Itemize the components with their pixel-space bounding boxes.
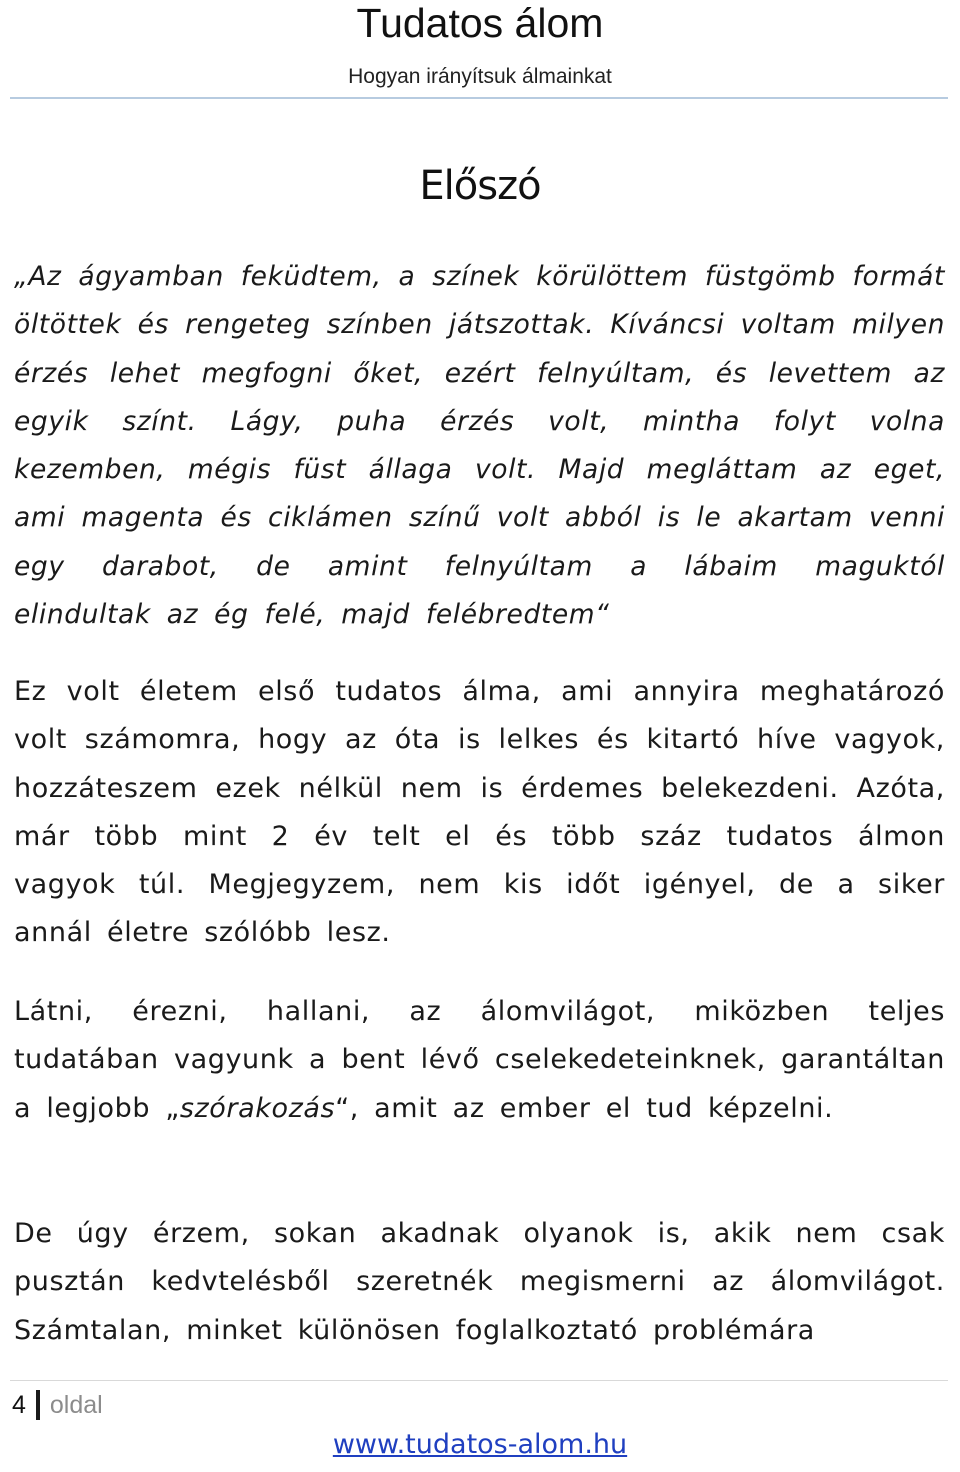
- book-title: Tudatos álom: [356, 0, 604, 46]
- paragraph-text-before: Látni, érezni, hallani, az álomvilágot, miközben teljes tudatában vagyunk a bent lévő cselekedeteinknek, garantáltan a legjobb „: [14, 996, 945, 1124]
- chapter-heading: Előszó: [419, 163, 541, 209]
- dream-quote-paragraph: „Az ágyamban feküdtem, a színek körülöttem füstgömb formát öltöttek és rengeteg színben játszottak. Kíváncsi voltam milyen érzés lehet megfogni őket, ezért felnyúltam, és levettem az egyik színt. Lágy, puha érzés volt, mintha folyt volna kezemben, mégis füst állaga volt. Majd megláttam az eget, ami magenta és ciklámen színű volt abból is le akartam venni egy darabot, de amint felnyúltam a lábaim maguktól elindultak az ég felé, majd felébredtem“: [14, 261, 945, 631]
- footer-divider: [10, 1380, 948, 1381]
- page-number-separator: [36, 1390, 40, 1420]
- body-paragraph-experience: [14, 988, 945, 1133]
- page-number-value: 4: [12, 1391, 26, 1419]
- book-subtitle: Hogyan irányítsuk álmainkat: [348, 65, 612, 88]
- emphasized-word: szórakozás: [179, 1092, 336, 1124]
- page-number: [12, 1388, 103, 1422]
- body-paragraph-first-dream: Ez volt életem első tudatos álma, ami annyira meghatározó volt számomra, hogy az óta is lelkes és kitartó híve vagyok, hozzáteszem ezek nélkül nem is érdemes belekezdeni. Azóta, már több mint 2 év telt el és több száz tudatos álmon vagyok túl. Megjegyzem, nem kis időt igényel, de a siker annál életre szólóbb lesz.: [14, 676, 945, 949]
- page-header: [0, 0, 960, 100]
- page-number-label: oldal: [49, 1391, 103, 1419]
- website-link[interactable]: www.tudatos-alom.hu: [332, 1429, 628, 1460]
- header-divider: [10, 97, 948, 99]
- paragraph-text-after: “, amit az ember el tud képzelni.: [335, 1092, 834, 1124]
- body-paragraph-motivation: De úgy érzem, sokan akadnak olyanok is, akik nem csak pusztán kedvtelésből szeretnék megismerni az álomvilágot. Számtalan, minket különösen foglalkoztató problémára: [14, 1218, 945, 1346]
